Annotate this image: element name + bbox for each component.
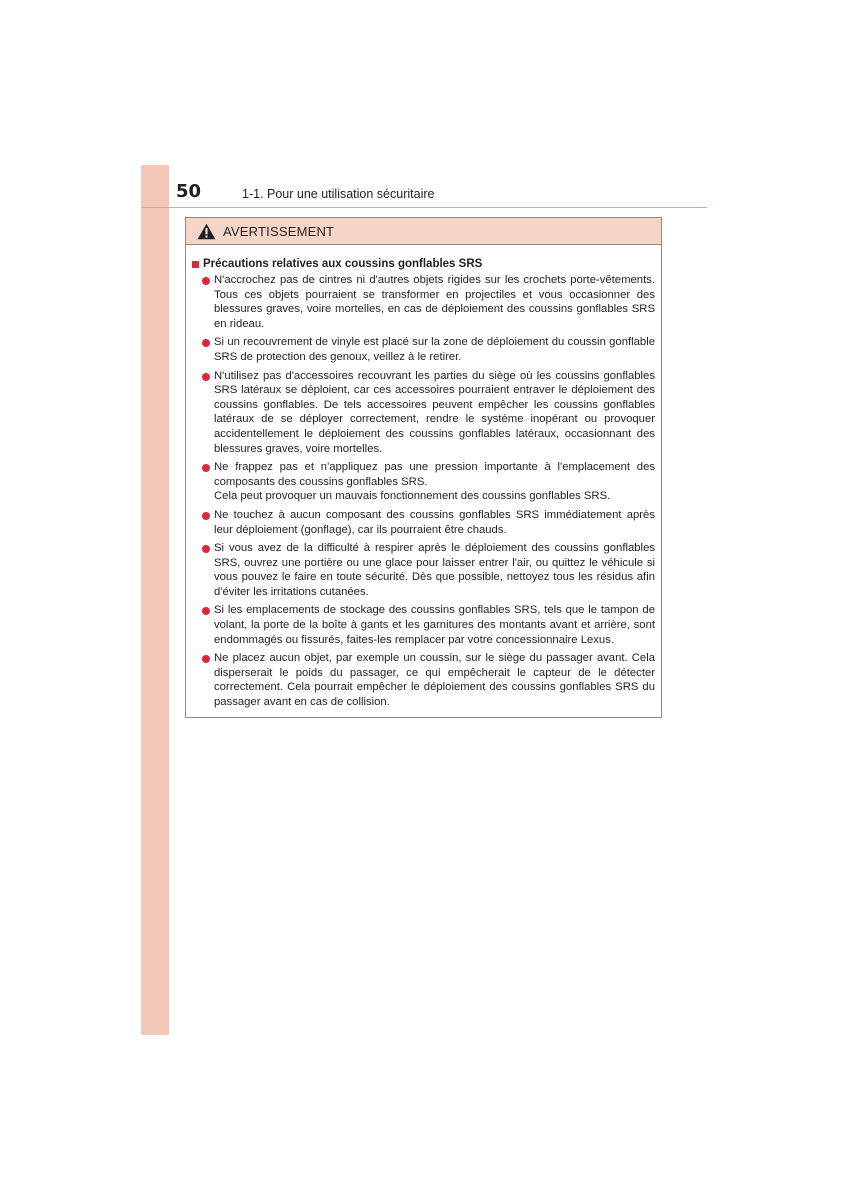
warning-body xyxy=(186,245,661,710)
side-tab xyxy=(141,165,169,1035)
bullet-dot-icon xyxy=(202,339,210,347)
header-divider xyxy=(141,207,707,208)
warning-list xyxy=(192,273,655,710)
bullet-dot-icon xyxy=(202,277,210,285)
bullet-dot-icon xyxy=(202,512,210,520)
bullet-dot-icon xyxy=(202,607,210,615)
bullet-dot-icon xyxy=(202,373,210,381)
list-item xyxy=(192,335,655,364)
list-item-text: Si les emplacements de stockage des coussins gonflables SRS, tels que le tampon de volant, la porte de la boîte à gants et les garnitures des montants avant et arrière, sont endommagés ou fissurés, faites-les remplacer par votre concessionnaire Lexus. xyxy=(214,604,655,646)
bullet-dot-icon xyxy=(202,655,210,663)
warning-triangle-icon xyxy=(197,223,216,240)
warning-title: AVERTISSEMENT xyxy=(223,223,335,239)
bullet-dot-icon xyxy=(202,464,210,472)
square-bullet-icon xyxy=(192,261,199,268)
section-title: 1-1. Pour une utilisation sécuritaire xyxy=(242,187,435,201)
list-item xyxy=(192,460,655,504)
list-item xyxy=(192,508,655,537)
list-item-text: Ne placez aucun objet, par exemple un coussin, sur le siège du passager avant. Cela disperserait le poids du passager, ce qui empêcherait le capteur de le détecter correctement. Cela pourrait empêcher le déploiement des coussins gonflables SRS du passager avant en cas de collision. xyxy=(214,652,655,709)
bullet-dot-icon xyxy=(202,545,210,553)
list-item-text: Si un recouvrement de vinyle est placé sur la zone de déploiement du coussin gonflable SRS de protection des genoux, veillez à le retirer. xyxy=(214,336,655,363)
warning-subheading-text: Précautions relatives aux coussins gonflables SRS xyxy=(203,258,483,270)
warning-box xyxy=(185,217,662,718)
list-item xyxy=(192,369,655,457)
warning-header xyxy=(186,218,661,245)
list-item xyxy=(192,651,655,709)
list-item-text: N'accrochez pas de cintres ni d'autres objets rigides sur les crochets porte-vêtements. Tous ces objets pourraient se transformer en projectiles et vous occasionner des blessures graves, voire mortelles, en cas de déploiement des coussins gonflables SRS en rideau. xyxy=(214,274,655,330)
list-item-note: Cela peut provoquer un mauvais fonctionnement des coussins gonflables SRS. xyxy=(214,490,611,503)
page-number: 50 xyxy=(176,181,202,202)
list-item xyxy=(192,603,655,647)
list-item xyxy=(192,541,655,599)
list-item-text: Si vous avez de la difficulté à respirer après le déploiement des coussins gonflables SRS, ouvrez une portière ou une glace pour laisser entrer l'air, ou quittez le véhicule si vous pouvez le faire en toute sécurité. Dès que possible, nettoyez tous les résidus afin d'éviter les irritations cutanées. xyxy=(214,542,655,598)
list-item xyxy=(192,273,655,331)
list-item-text: N'utilisez pas d'accessoires recouvrant les parties du siège où les coussins gonflables SRS latéraux se déploient, car ces accessoires pourraient entraver le déploiement des coussins gonflables. De tels accessoires peuvent empêcher les coussins gonflables latéraux de se déployer correctement, rendre le système inopérant ou provoquer accidentellement le déploiement des coussins gonflables latéraux, occasionnant des blessures graves, voire mortelles. xyxy=(214,369,655,455)
list-item-text: Ne frappez pas et n'appliquez pas une pression importante à l'emplacement des composants des coussins gonflables SRS. xyxy=(214,461,655,488)
warning-subheading xyxy=(192,257,655,272)
list-item-text: Ne touchez à aucun composant des coussins gonflables SRS immédiatement après leur déploiement (gonflage), car ils pourraient être chauds. xyxy=(214,508,655,536)
